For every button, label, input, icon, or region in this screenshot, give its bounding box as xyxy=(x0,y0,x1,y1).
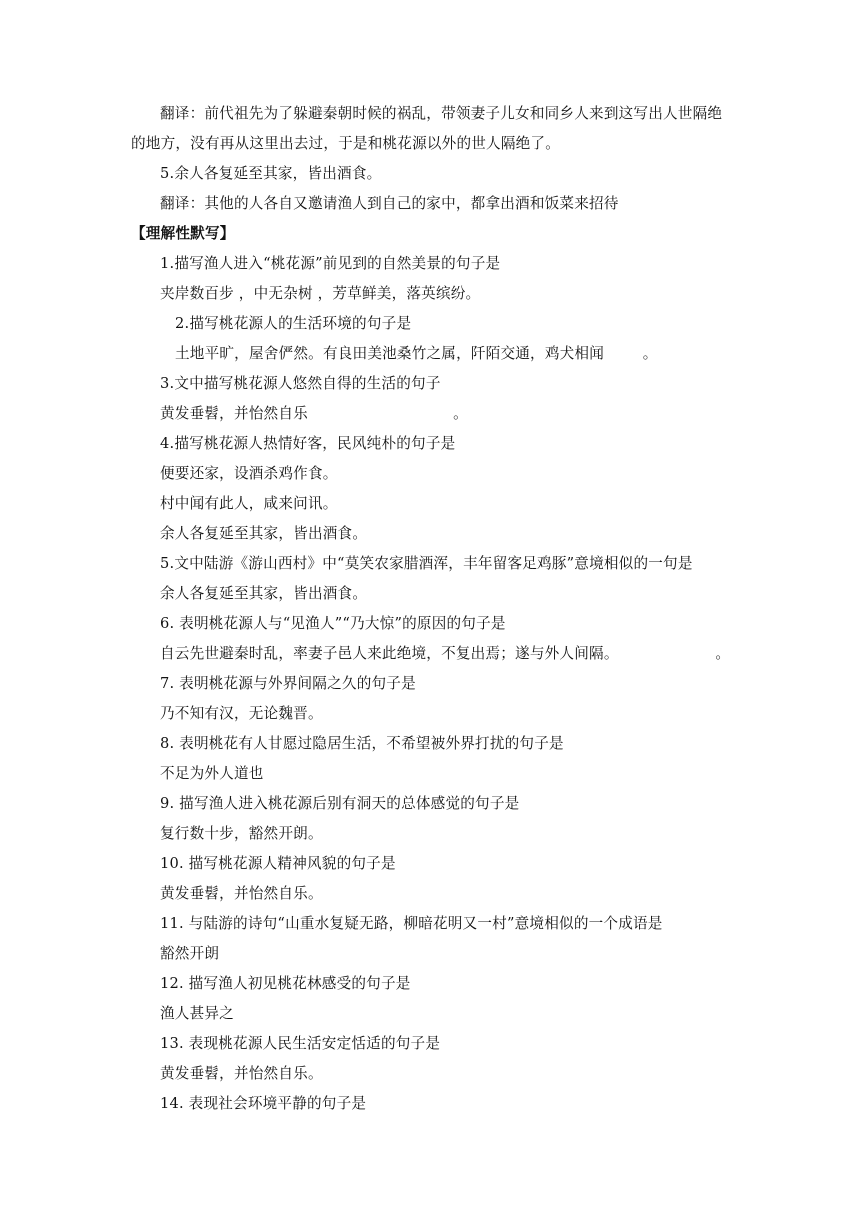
question-7: 7. 表明桃花源与外界间隔之久的句子是 xyxy=(160,675,416,692)
question-11: 11. 与陆游的诗句“山重水复疑无路，柳暗花明又一村”意境相似的一个成语是 xyxy=(160,915,663,932)
translation-line-3: 翻译：其他的人各自又邀请渔人到自己的家中，都拿出酒和饭菜来招待 xyxy=(160,195,619,212)
answer-8: 不足为外人道也 xyxy=(160,765,264,782)
question-8: 8. 表明桃花有人甘愿过隐居生活，不希望被外界打扰的句子是 xyxy=(160,735,564,752)
answer-9: 复行数十步，豁然开朗。 xyxy=(160,825,323,842)
answer-4a: 便要还家，设酒杀鸡作食。 xyxy=(160,465,338,482)
answer-4b: 村中闻有此人，咸来问讯。 xyxy=(160,495,338,512)
question-10: 10. 描写桃花源人精神风貌的句子是 xyxy=(160,855,396,872)
answer-5: 余人各复延至其家，皆出酒食。 xyxy=(160,585,368,602)
question-5: 5.文中陆游《游山西村》中“莫笑农家腊酒浑，丰年留客足鸡豚”意境相似的一句是 xyxy=(160,555,693,572)
question-2: 2.描写桃花源人的生活环境的句子是 xyxy=(175,315,412,332)
question-6: 6. 表明桃花源人与“见渔人”“乃大惊”的原因的句子是 xyxy=(160,615,506,632)
answer-1: 夹岸数百步 ，中无杂树 ，芳草鲜美，落英缤纷。 xyxy=(160,285,481,302)
answer-4c: 余人各复延至其家，皆出酒食。 xyxy=(160,525,368,542)
translation-line-1: 翻译：前代祖先为了躲避秦朝时候的祸乱，带领妻子儿女和同乡人来到这写出人世隔绝 xyxy=(160,105,723,122)
answer-2: 土地平旷，屋舍俨然。有良田美池桑竹之属，阡陌交通，鸡犬相闻 。 xyxy=(175,345,658,362)
answer-11: 豁然开朗 xyxy=(160,945,220,962)
question-1: 1.描写渔人进入“桃花源”前见到的自然美景的句子是 xyxy=(160,255,501,272)
answer-12: 渔人甚异之 xyxy=(160,1005,234,1022)
answer-10: 黄发垂髫，并怡然自乐。 xyxy=(160,885,323,902)
question-4: 4.描写桃花源人热情好客，民风纯朴的句子是 xyxy=(160,435,456,452)
question-3: 3.文中描写桃花源人悠然自得的生活的句子 xyxy=(160,375,441,392)
answer-7: 乃不知有汉，无论魏晋。 xyxy=(160,705,323,722)
answer-6: 自云先世避秦时乱，率妻子邑人来此绝境，不复出焉；遂与外人间隔。 。 xyxy=(160,645,731,662)
sentence-5: 5.余人各复延至其家，皆出酒食。 xyxy=(160,165,382,182)
answer-13: 黄发垂髫，并怡然自乐。 xyxy=(160,1065,323,1082)
answer-3: 黄发垂髫，并怡然自乐 。 xyxy=(160,405,468,422)
section-heading: 【理解性默写】 xyxy=(131,225,235,242)
question-14: 14. 表现社会环境平静的句子是 xyxy=(160,1095,367,1112)
question-12: 12. 描写渔人初见桃花林感受的句子是 xyxy=(160,975,411,992)
question-13: 13. 表现桃花源人民生活安定恬适的句子是 xyxy=(160,1035,441,1052)
translation-line-2: 的地方，没有再从这里出去过，于是和桃花源以外的世人隔绝了。 xyxy=(131,135,561,152)
question-9: 9. 描写渔人进入桃花源后别有洞天的总体感觉的句子是 xyxy=(160,795,520,812)
